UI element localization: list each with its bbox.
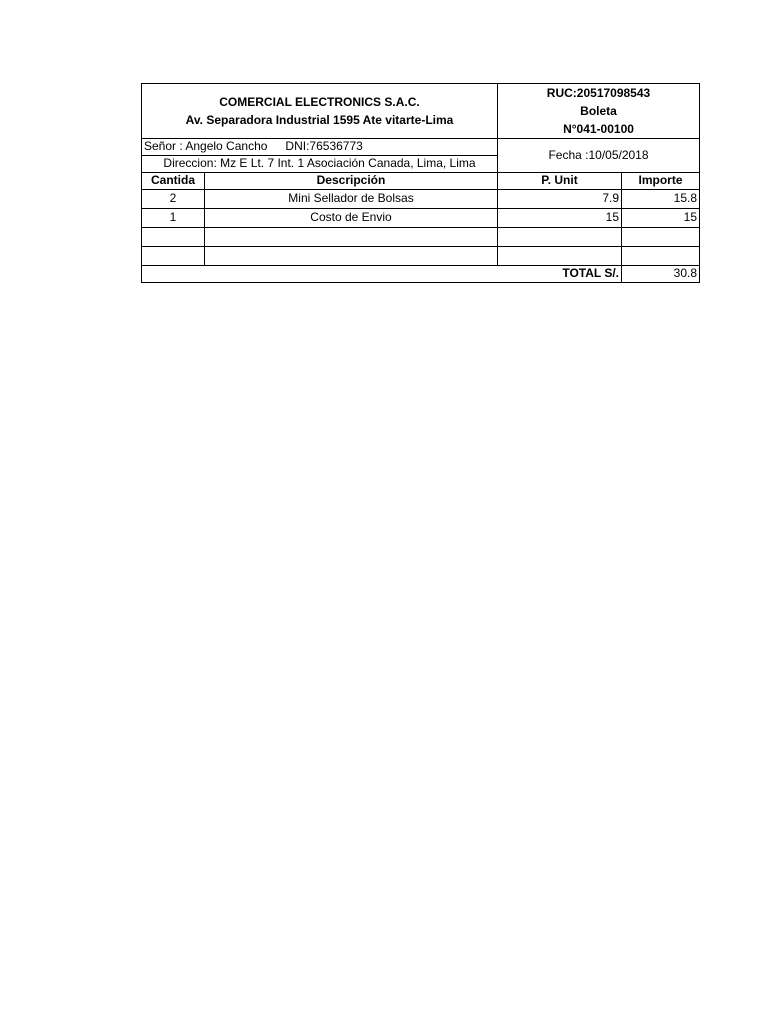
item-unit-price: 15 [498,209,622,228]
item-qty: 2 [142,190,205,209]
item-amount: 15 [622,209,700,228]
client-row [142,139,700,156]
table-row [142,190,700,209]
header-amount: Importe [622,173,700,190]
total-label: TOTAL S/. [142,266,622,283]
item-unit-price: 7.9 [498,190,622,209]
empty-cell [498,228,622,247]
total-row [142,266,700,283]
empty-cell [205,228,498,247]
item-description: Mini Sellador de Bolsas [205,190,498,209]
table-row [142,209,700,228]
issue-date: Fecha :10/05/2018 [548,147,649,162]
document-type: Boleta [580,104,617,118]
date-cell [498,139,700,173]
company-name: COMERCIAL ELECTRONICS S.A.C. [219,95,420,109]
empty-cell [142,228,205,247]
ruc-number: RUC:20517098543 [546,86,651,100]
receipt-table [141,83,700,283]
item-amount: 15.8 [622,190,700,209]
header-description: Descripción [205,173,498,190]
header-unit-price: P. Unit [498,173,622,190]
company-cell [142,84,498,139]
company-header-row [142,84,700,139]
empty-cell [498,247,622,266]
empty-row [142,247,700,266]
document-number: N°041-00100 [563,122,634,136]
client-cell [142,139,498,156]
client-name: Señor : Angelo Cancho [144,139,268,154]
item-qty: 1 [142,209,205,228]
item-description: Costo de Envio [205,209,498,228]
empty-row [142,228,700,247]
empty-cell [142,247,205,266]
total-value: 30.8 [622,266,700,283]
document-cell [498,84,700,139]
client-dni: DNI:76536773 [285,139,363,154]
empty-cell [622,247,700,266]
empty-cell [205,247,498,266]
company-address: Av. Separadora Industrial 1595 Ate vitarte-Lima [185,113,454,127]
header-qty: Cantida [142,173,205,190]
client-address: Direccion: Mz E Lt. 7 Int. 1 Asociación Canada, Lima, Lima [142,156,498,173]
empty-cell [622,228,700,247]
column-header-row [142,173,700,190]
